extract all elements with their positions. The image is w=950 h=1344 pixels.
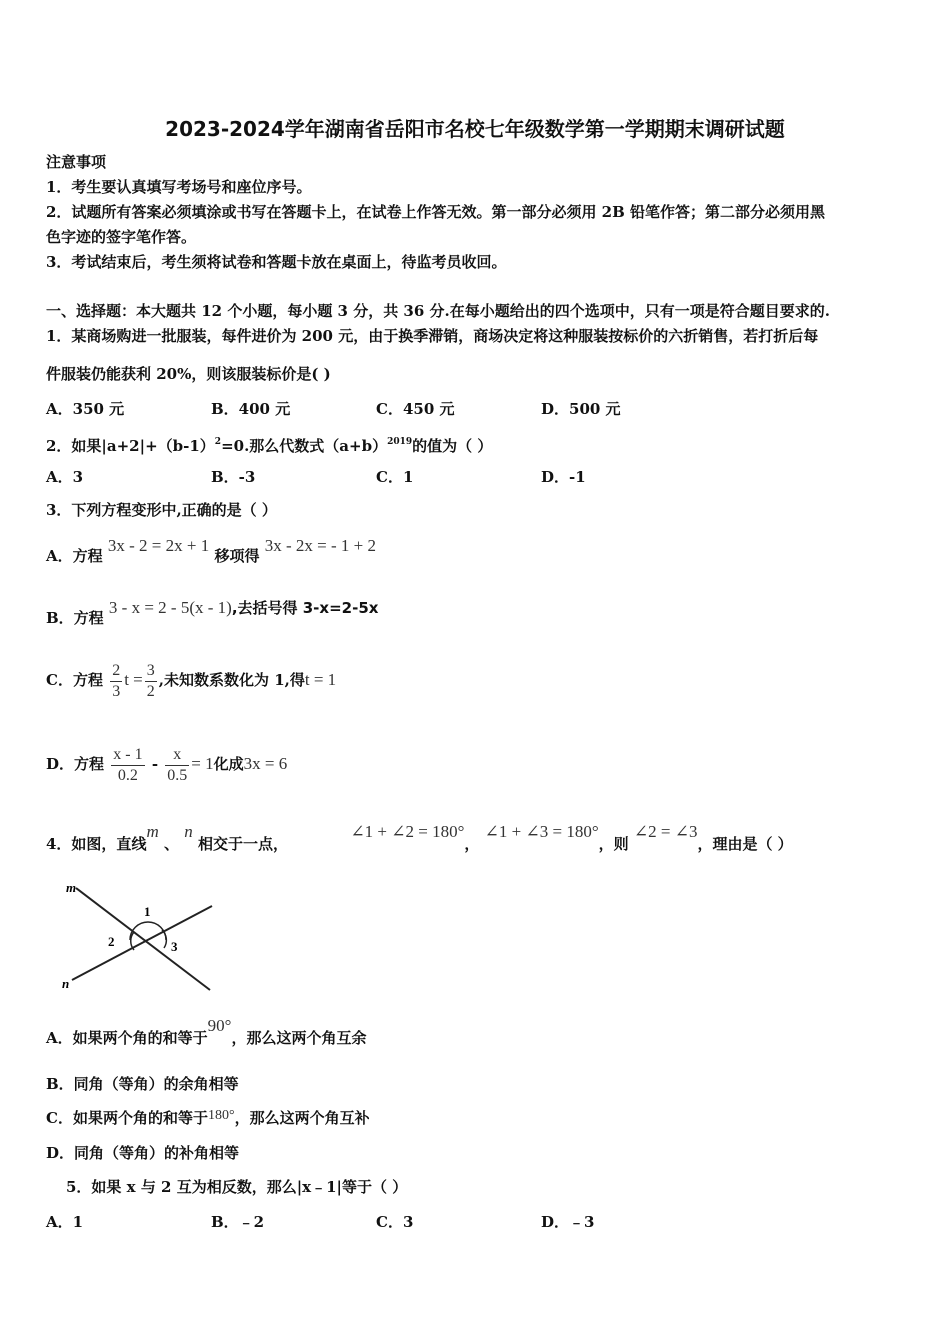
q4-stem-part: ，理由是（ ） [697,835,793,853]
option-label: B．方程 [46,609,104,627]
q3-option-c [46,656,336,704]
denominator: 2 [146,682,155,700]
notice-heading: 注意事项 [46,153,107,171]
q4-option-b: B．同角（等角）的余角相等 [46,1075,239,1093]
option-text: C．如果两个角的和等于 [46,1109,208,1127]
notice-item: 2．试题所有答案必须填涂或书写在答题卡上，在试卷上作答无效。第一部分必须用 2B 铅笔作答；第二部分必须用黑 [46,203,826,221]
equation: 3 - x = 2 - 5(x - 1) [108,598,232,617]
q3-option-d [46,740,287,788]
option-label: D．方程 [46,755,105,773]
denominator: 0.5 [167,766,188,784]
q4-stem-part: 、 [163,835,179,853]
option-text: 化成 [213,755,244,773]
numerator: 2 [110,661,122,682]
equation: 3x - 2 = 2x + 1 [107,536,210,555]
fraction [145,661,157,702]
q2-exponent: 2019 [387,437,413,447]
line-n: n [184,822,193,841]
q2-option-a: A．3 [46,468,84,486]
question-1-stem-cont: 件服装仍能获利 20%，则该服装标价是( ) [46,365,331,383]
q1-option-c: C．450 元 [376,400,455,418]
angle-1-arc [130,922,166,940]
angle-equation: ∠1 + ∠3 = 180° [484,822,599,841]
option-text: ，那么这两个角互余 [231,1029,367,1047]
q2-exponent: 2 [214,437,222,447]
q4-stem-part: ，则 [598,835,629,853]
q1-option-a: A．350 元 [46,400,125,418]
denominator: 0.2 [117,766,138,784]
fraction [111,745,144,786]
line-n-stroke [72,906,212,980]
numerator: x - 1 [111,745,144,766]
fraction [165,745,189,786]
angle-value: 180° [207,1108,235,1123]
page-title: 2023-2024学年湖南省岳阳市名校七年级数学第一学期期末调研试题 [165,117,785,141]
equation: = 1 [191,754,214,773]
q2-option-b: B．-3 [211,468,256,486]
denominator: 3 [112,682,121,700]
q5-option-b: B．﹣2 [211,1213,265,1231]
question-3-stem: 3．下列方程变形中,正确的是（ ） [46,501,277,519]
notice-item: 色字迹的签字笔作答。 [46,228,197,246]
question-2-stem [46,432,492,456]
q4-stem-part: 相交于一点， [197,835,288,853]
fraction [110,661,122,702]
equation: 3x = 6 [243,754,288,773]
q5-option-a: A．1 [46,1213,84,1231]
angle-equation: ∠2 = ∠3 [633,822,698,841]
minus-sign: - [151,755,159,773]
variable: t = [124,670,143,689]
q4-stem-part: ， [464,835,480,853]
label-m: m [66,880,77,895]
option-text: A．如果两个角的和等于 [46,1029,208,1047]
q2-stem-part: 的值为（ ） [412,437,493,455]
option-label: A．方程 [46,547,103,565]
numerator: x [165,745,189,766]
question-5-stem: 5．如果 x 与 2 互为相反数，那么|x﹣1|等于（ ） [66,1178,408,1196]
q4-option-d: D．同角（等角）的补角相等 [46,1144,240,1162]
section-heading: 一、选择题：本大题共 12 个小题，每小题 3 分，共 36 分.在每小题给出的四个选项中，只有一项是符合题目要求的. [46,302,830,320]
q5-option-c: C．3 [376,1213,414,1231]
q3-option-b [46,598,379,627]
label-angle-3: 3 [171,939,178,954]
q2-stem-part: 2．如果|a+2|+（b-1） [46,437,215,455]
angle-equation: ∠1 + ∠2 = 180° [350,822,465,841]
equation: 3x - 2x = - 1 + 2 [264,536,376,555]
q4-stem-part: 4．如图，直线 [46,835,147,853]
question-4-stem [46,822,793,853]
label-angle-2: 2 [108,934,115,949]
q2-option-d: D．-1 [541,468,586,486]
label-n: n [62,976,70,991]
q1-option-d: D．500 元 [541,400,621,418]
q2-option-c: C．1 [376,468,414,486]
q4-option-c [46,1104,370,1126]
q2-stem-part: =0.那么代数式（a+b） [221,437,388,455]
q3-option-a [46,536,376,565]
angle-value: 90° [207,1016,232,1035]
q1-option-b: B．400 元 [211,400,291,418]
option-text: ，那么这两个角互补 [234,1109,370,1127]
line-m: m [146,822,159,841]
line-m-stroke [76,888,210,990]
question-1-stem: 1．某商场购进一批服装，每件进价为 200 元，由于换季滞销，商场决定将这种服装按标价的六折销售，若打折后每 [46,327,819,345]
option-text: 移项得 [214,547,260,565]
equation: t = 1 [304,670,337,689]
option-label: C．方程 [46,671,103,689]
notice-item: 1．考生要认真填写考场号和座位序号。 [46,178,312,196]
numerator: 3 [145,661,157,682]
q5-option-d: D．﹣3 [541,1213,595,1231]
intersecting-lines-figure [60,878,230,998]
option-text: ,去括号得 3-x=2-5x [231,599,379,617]
label-angle-1: 1 [144,904,151,919]
q4-option-a [46,1016,367,1047]
notice-item: 3．考试结束后，考生须将试卷和答题卡放在桌面上，待监考员收回。 [46,253,507,271]
option-text: ,未知数系数化为 1,得 [158,671,305,689]
